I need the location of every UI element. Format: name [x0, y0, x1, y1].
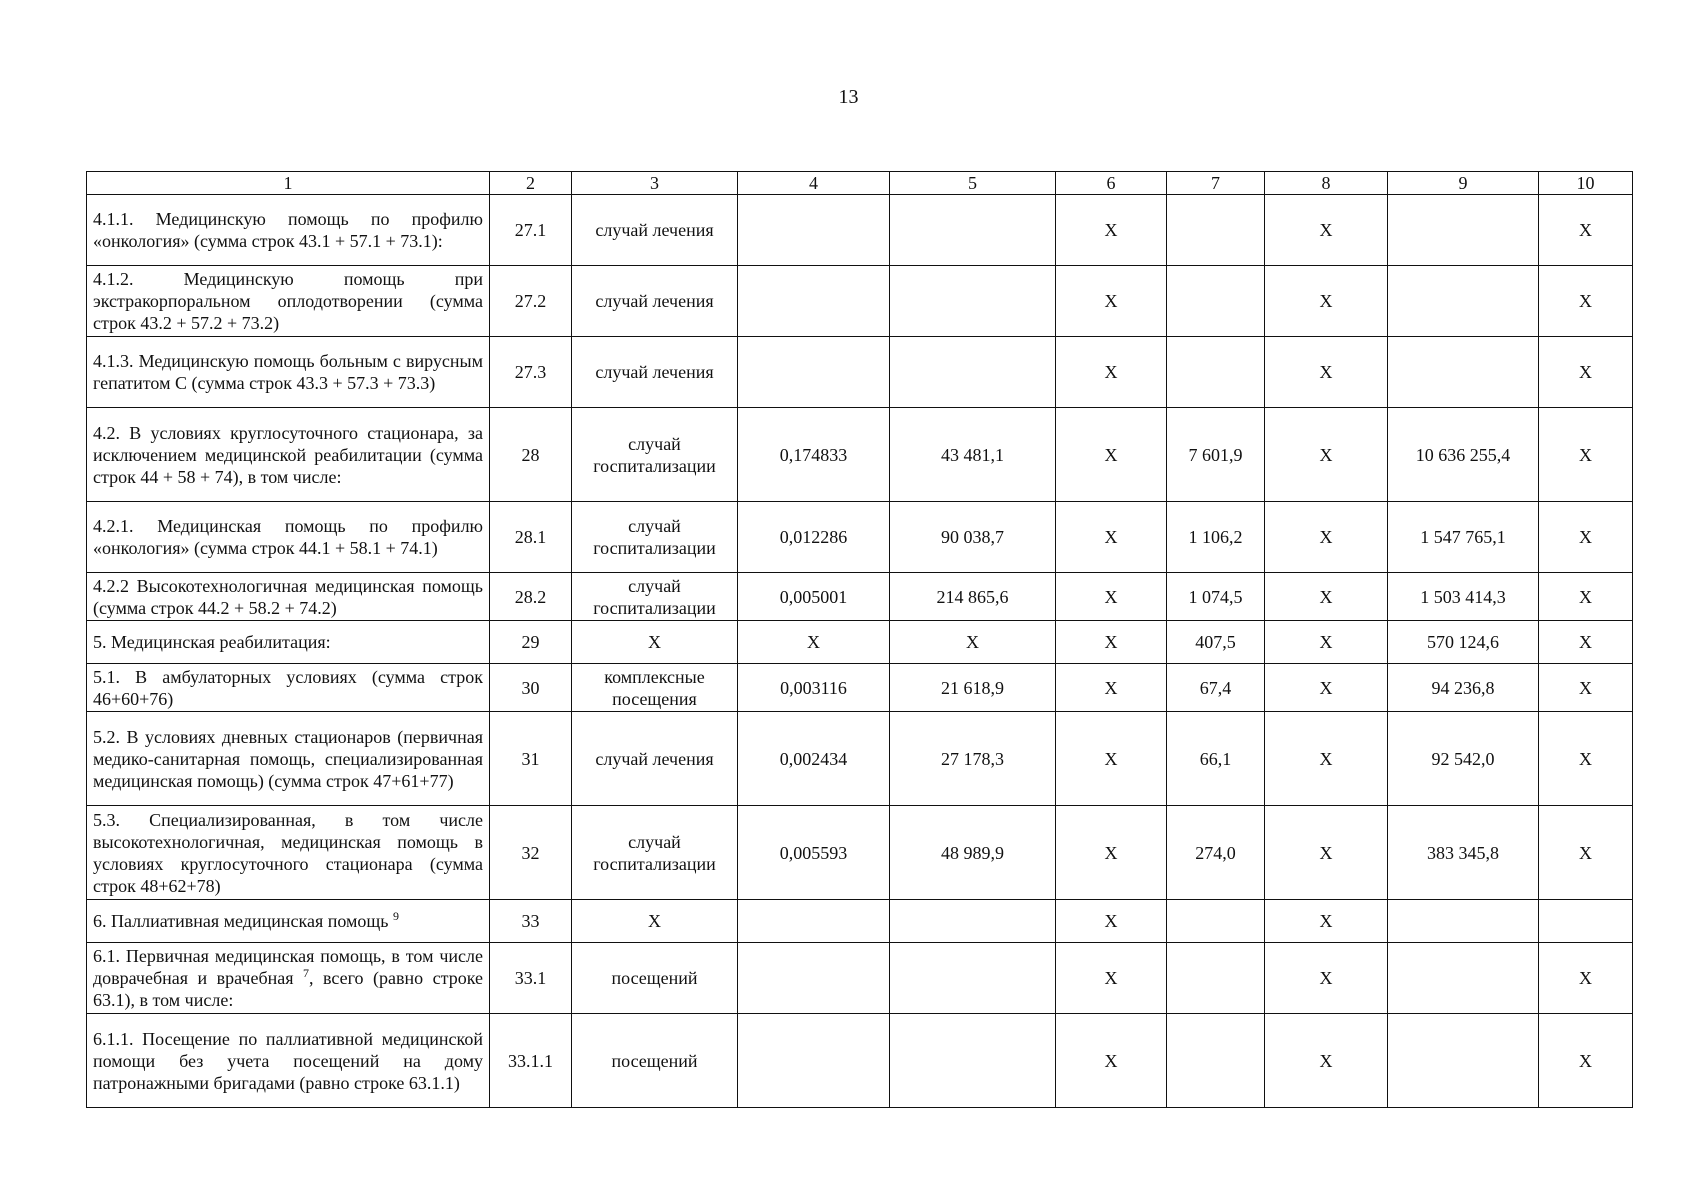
value-cell — [1388, 337, 1539, 408]
row-description-text: 6. Паллиативная медицинская помощь — [93, 911, 389, 931]
value-cell: 48 989,9 — [890, 806, 1056, 900]
value-cell: 0,005001 — [738, 573, 890, 621]
value-cell: X — [1265, 943, 1388, 1014]
value-cell — [738, 195, 890, 266]
value-cell: X — [1056, 943, 1167, 1014]
value-cell — [890, 1014, 1056, 1108]
row-description — [87, 943, 490, 1014]
value-cell: X — [1056, 1014, 1167, 1108]
value-cell — [1388, 195, 1539, 266]
value-cell — [1167, 1014, 1265, 1108]
table-row — [87, 943, 1633, 1014]
value-cell: X — [1265, 408, 1388, 502]
table-row — [87, 712, 1633, 806]
table-row — [87, 408, 1633, 502]
value-cell — [738, 337, 890, 408]
data-table — [86, 171, 1633, 1108]
value-cell: 214 865,6 — [890, 573, 1056, 621]
value-cell — [890, 266, 1056, 337]
value-cell: X — [1265, 502, 1388, 573]
value-cell: 1 547 765,1 — [1388, 502, 1539, 573]
table-row — [87, 195, 1633, 266]
value-cell: 383 345,8 — [1388, 806, 1539, 900]
value-cell: X — [1265, 573, 1388, 621]
table-row — [87, 337, 1633, 408]
value-cell: X — [1056, 337, 1167, 408]
value-cell: 21 618,9 — [890, 664, 1056, 712]
row-description: 6.1.1. Посещение по паллиативной медицинской помощи без учета посещений на дому патронажными бригадами (равно строке 63.1.1) — [87, 1014, 490, 1108]
row-number: 32 — [490, 806, 572, 900]
unit-cell: случай госпитализации — [572, 408, 738, 502]
value-cell: X — [1265, 712, 1388, 806]
row-description: 5.2. В условиях дневных стационаров (первичная медико-санитарная помощь, специализированная медицинская помощь) (сумма строк 47+61+77) — [87, 712, 490, 806]
value-cell: X — [1539, 806, 1633, 900]
value-cell: X — [890, 621, 1056, 664]
table-row — [87, 502, 1633, 573]
unit-cell: случай госпитализации — [572, 573, 738, 621]
value-cell: X — [1539, 502, 1633, 573]
value-cell: X — [1265, 337, 1388, 408]
value-cell: X — [1265, 1014, 1388, 1108]
value-cell: 67,4 — [1167, 664, 1265, 712]
unit-cell: случай лечения — [572, 266, 738, 337]
unit-cell: комплексные посещения — [572, 664, 738, 712]
unit-cell: случай лечения — [572, 712, 738, 806]
row-description: 4.1.1. Медицинскую помощь по профилю «онкология» (сумма строк 43.1 + 57.1 + 73.1): — [87, 195, 490, 266]
column-header: 8 — [1265, 172, 1388, 195]
value-cell: 274,0 — [1167, 806, 1265, 900]
value-cell — [1167, 337, 1265, 408]
row-number: 33 — [490, 900, 572, 943]
value-cell: X — [1056, 502, 1167, 573]
value-cell — [1167, 900, 1265, 943]
value-cell: 407,5 — [1167, 621, 1265, 664]
unit-cell: случай лечения — [572, 195, 738, 266]
value-cell: X — [1265, 266, 1388, 337]
row-number: 30 — [490, 664, 572, 712]
value-cell — [1388, 943, 1539, 1014]
value-cell — [1388, 266, 1539, 337]
value-cell: X — [1056, 408, 1167, 502]
row-description-text: 6.1. Первичная медицинская помощь, в том числе доврачебная и врачебная — [93, 946, 483, 988]
value-cell: X — [738, 621, 890, 664]
row-number: 27.1 — [490, 195, 572, 266]
value-cell: X — [1539, 266, 1633, 337]
column-header: 10 — [1539, 172, 1633, 195]
value-cell: X — [1539, 621, 1633, 664]
value-cell: X — [1539, 195, 1633, 266]
value-cell — [1388, 900, 1539, 943]
value-cell: X — [1056, 806, 1167, 900]
footnote-mark: 7 — [303, 966, 310, 980]
row-description-text-end: , всего (равно строке 63.1), в том числе: — [93, 968, 483, 1010]
footnote-mark: 9 — [392, 909, 399, 923]
value-cell — [1167, 943, 1265, 1014]
value-cell — [738, 1014, 890, 1108]
unit-cell: случай лечения — [572, 337, 738, 408]
table-row — [87, 621, 1633, 664]
value-cell: 0,002434 — [738, 712, 890, 806]
column-header: 2 — [490, 172, 572, 195]
page-number: 13 — [838, 86, 859, 108]
row-number: 33.1.1 — [490, 1014, 572, 1108]
value-cell: 1 503 414,3 — [1388, 573, 1539, 621]
value-cell: X — [1056, 900, 1167, 943]
row-number: 28 — [490, 408, 572, 502]
row-number: 27.2 — [490, 266, 572, 337]
row-description: 5. Медицинская реабилитация: — [87, 621, 490, 664]
column-header: 5 — [890, 172, 1056, 195]
row-number: 28.2 — [490, 573, 572, 621]
unit-cell: X — [572, 900, 738, 943]
value-cell — [890, 943, 1056, 1014]
value-cell: X — [1539, 664, 1633, 712]
value-cell — [1388, 1014, 1539, 1108]
value-cell — [1167, 195, 1265, 266]
value-cell — [1167, 266, 1265, 337]
value-cell — [890, 195, 1056, 266]
value-cell — [738, 900, 890, 943]
value-cell: 0,174833 — [738, 408, 890, 502]
value-cell — [1539, 900, 1633, 943]
row-number: 33.1 — [490, 943, 572, 1014]
value-cell: 1 106,2 — [1167, 502, 1265, 573]
row-number: 28.1 — [490, 502, 572, 573]
column-header: 9 — [1388, 172, 1539, 195]
value-cell: X — [1539, 408, 1633, 502]
table-row — [87, 573, 1633, 621]
unit-cell: случай госпитализации — [572, 502, 738, 573]
value-cell: X — [1539, 1014, 1633, 1108]
value-cell: X — [1265, 900, 1388, 943]
value-cell: X — [1265, 664, 1388, 712]
row-description: 4.1.2. Медицинскую помощь при экстракорпоральном оплодотворении (сумма строк 43.2 + 57.2 + 73.2) — [87, 266, 490, 337]
column-header: 4 — [738, 172, 890, 195]
unit-cell: X — [572, 621, 738, 664]
value-cell: 0,012286 — [738, 502, 890, 573]
value-cell: X — [1265, 806, 1388, 900]
row-description: 4.1.3. Медицинскую помощь больным с вирусным гепатитом С (сумма строк 43.3 + 57.3 + 73.3) — [87, 337, 490, 408]
row-description: 4.2.2 Высокотехнологичная медицинская помощь (сумма строк 44.2 + 58.2 + 74.2) — [87, 573, 490, 621]
value-cell: 94 236,8 — [1388, 664, 1539, 712]
unit-cell: посещений — [572, 943, 738, 1014]
unit-cell: случай госпитализации — [572, 806, 738, 900]
column-header: 3 — [572, 172, 738, 195]
row-description: 5.3. Специализированная, в том числе высокотехнологичная, медицинская помощь в условиях круглосуточного стационара (сумма строк 48+62+78) — [87, 806, 490, 900]
row-number: 31 — [490, 712, 572, 806]
row-description: 5.1. В амбулаторных условиях (сумма строк 46+60+76) — [87, 664, 490, 712]
row-description: 4.2. В условиях круглосуточного стационара, за исключением медицинской реабилитации (сумма строк 44 + 58 + 74), в том числе: — [87, 408, 490, 502]
row-number: 27.3 — [490, 337, 572, 408]
value-cell — [738, 266, 890, 337]
row-description — [87, 900, 490, 943]
value-cell: X — [1539, 712, 1633, 806]
value-cell: 90 038,7 — [890, 502, 1056, 573]
table-row — [87, 664, 1633, 712]
value-cell — [890, 900, 1056, 943]
value-cell: 1 074,5 — [1167, 573, 1265, 621]
value-cell: 10 636 255,4 — [1388, 408, 1539, 502]
value-cell: X — [1265, 195, 1388, 266]
value-cell: X — [1056, 621, 1167, 664]
column-header: 1 — [87, 172, 490, 195]
value-cell: 0,003116 — [738, 664, 890, 712]
row-description: 4.2.1. Медицинская помощь по профилю «онкология» (сумма строк 44.1 + 58.1 + 74.1) — [87, 502, 490, 573]
row-number: 29 — [490, 621, 572, 664]
unit-cell: посещений — [572, 1014, 738, 1108]
value-cell — [738, 943, 890, 1014]
value-cell: X — [1056, 266, 1167, 337]
value-cell: X — [1539, 943, 1633, 1014]
value-cell: X — [1056, 664, 1167, 712]
table-row — [87, 900, 1633, 943]
value-cell: X — [1539, 573, 1633, 621]
value-cell — [890, 337, 1056, 408]
value-cell: 43 481,1 — [890, 408, 1056, 502]
table-row — [87, 806, 1633, 900]
column-header: 7 — [1167, 172, 1265, 195]
value-cell: X — [1056, 573, 1167, 621]
value-cell: 92 542,0 — [1388, 712, 1539, 806]
value-cell: 7 601,9 — [1167, 408, 1265, 502]
value-cell: 66,1 — [1167, 712, 1265, 806]
value-cell: X — [1056, 195, 1167, 266]
value-cell: 570 124,6 — [1388, 621, 1539, 664]
value-cell: X — [1539, 337, 1633, 408]
header-row — [87, 172, 1633, 195]
value-cell: X — [1056, 712, 1167, 806]
value-cell: 27 178,3 — [890, 712, 1056, 806]
table-row — [87, 1014, 1633, 1108]
column-header: 6 — [1056, 172, 1167, 195]
value-cell: X — [1265, 621, 1388, 664]
value-cell: 0,005593 — [738, 806, 890, 900]
table-row — [87, 266, 1633, 337]
